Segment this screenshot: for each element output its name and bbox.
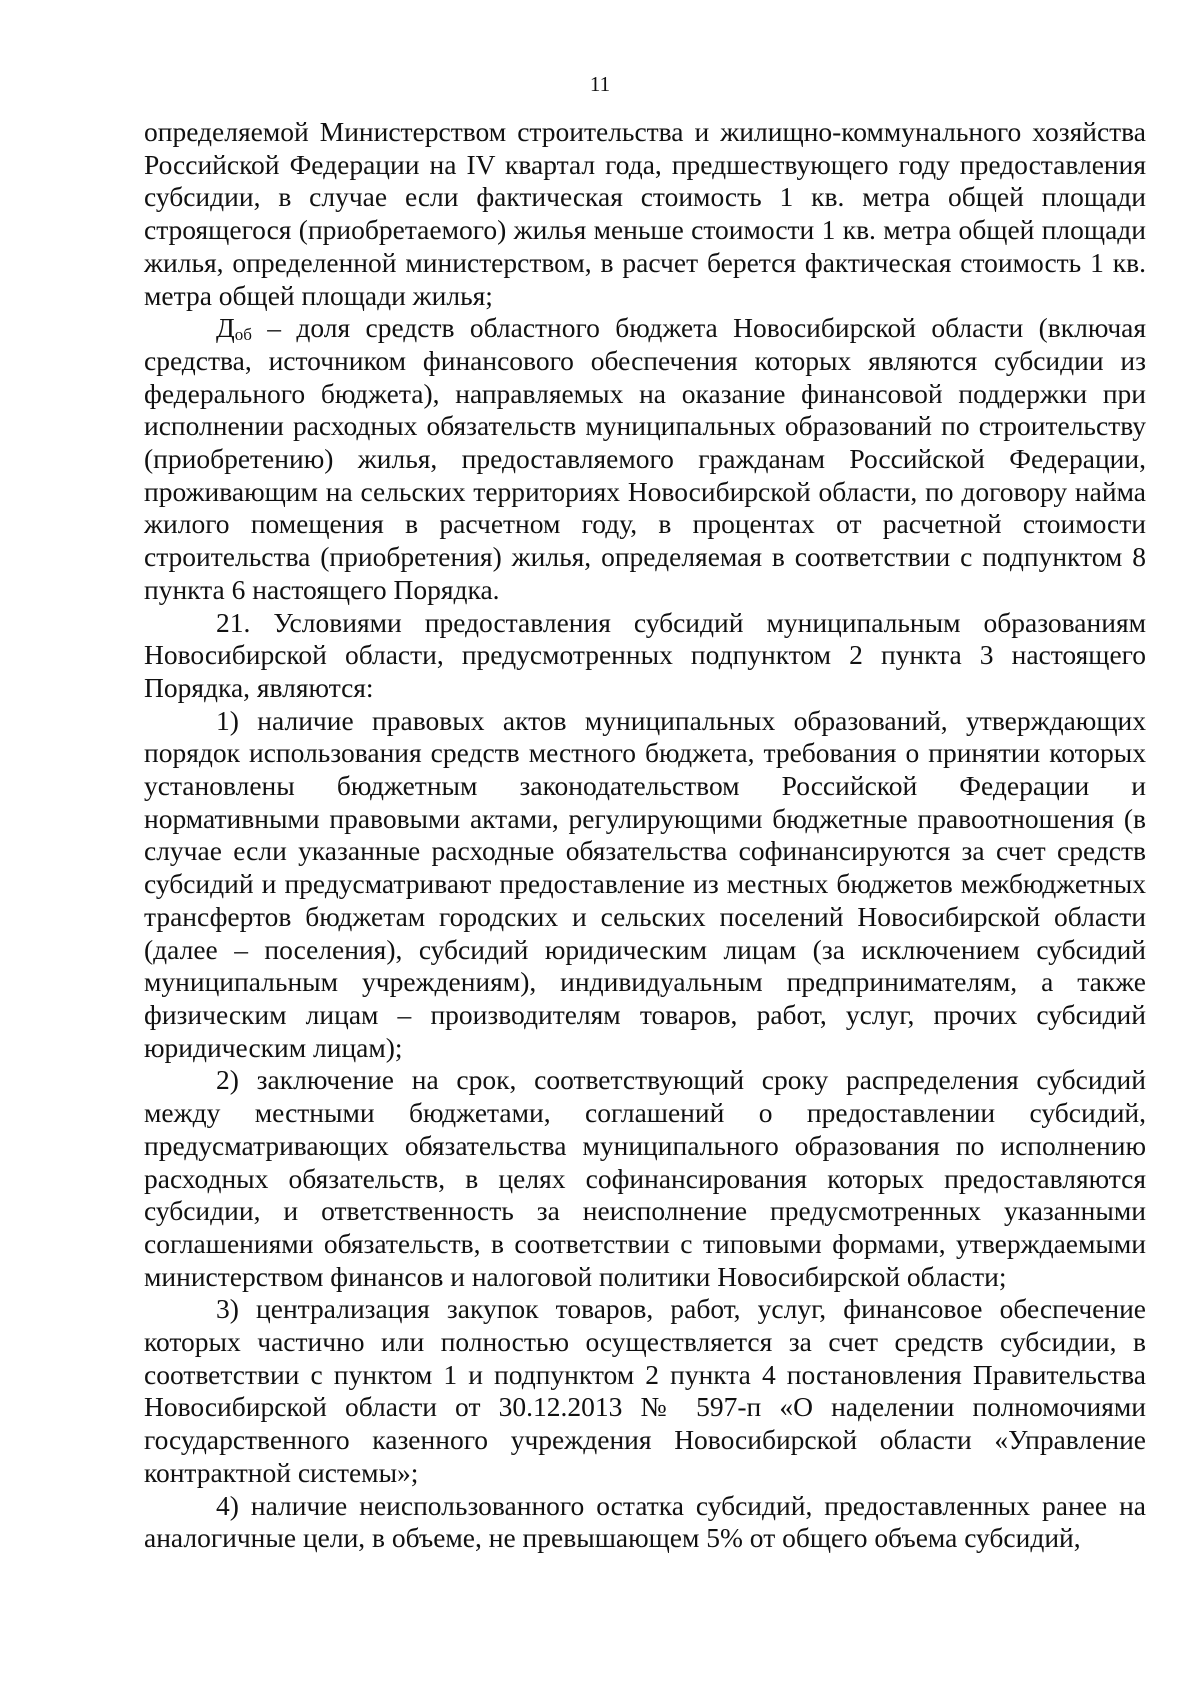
page-number: 11 — [589, 72, 611, 96]
paragraph-item-2: 2) заключение на срок, соответствующий сроку распределения субсидий между местными бюджетами, соглашений о предоставлении субсидий, предусматривающих обязательства муниципального образования по исполнению расходных обязательств, в целях софинансирования которых предоставляются субсидии, и ответственность за неисполнение предусмотренных указанными соглашениями обязательств, в соответствии с типовыми формами, утверждаемыми министерством финансов и налоговой политики Новосибирской области; — [144, 1064, 1146, 1292]
paragraph-formula-definition — [144, 312, 1146, 606]
paragraph-continuation: определяемой Министерством строительства и жилищно-коммунального хозяйства Российской Федерации на IV квартал года, предшествующего году предоставления субсидии, в случае если фактическая стоимость 1 кв. метра общей площади строящегося (приобретаемого) жилья меньше стоимости 1 кв. метра общей площади жилья, определенной министерством, в расчет берется фактическая стоимость 1 кв. метра общей площади жилья; — [144, 116, 1146, 311]
paragraph-item-1: 1) наличие правовых актов муниципальных образований, утверждающих порядок использования средств местного бюджета, требования о принятии которых установлены бюджетным законодательством Российской Федерации и нормативными правовыми актами, регулирующими бюджетные правоотношения (в случае если указанные расходные обязательства софинансируются за счет средств субсидий и предусматривают предоставление из местных бюджетов межбюджетных трансфертов бюджетам городских и сельских поселений Новосибирской области (далее – поселения), субсидий юридическим лицам (за исключением субсидий муниципальным учреждениям), индивидуальным предпринимателям, а также физическим лицам – производителям товаров, работ, услуг, прочих субсидий юридическим лицам); — [144, 704, 1146, 1063]
formula-symbol-subscript: об — [234, 325, 252, 345]
paragraph-item-4: 4) наличие неиспользованного остатка субсидий, предоставленных ранее на аналогичные цели, в объеме, не превышающем 5% от общего объема субсидий, — [144, 1489, 1146, 1554]
formula-definition-text: – доля средств областного бюджета Новосибирской области (включая средства, источником финансового обеспечения которых являются субсидии из федерального бюджета), направляемых на оказание финансовой поддержки при исполнении расходных обязательств муниципальных образований по строительству (приобретению) жилья, предоставляемого гражданам Российской Федерации, проживающим на сельских территориях Новосибирской области, по договору найма жилого помещения в расчетном году, в процентах от расчетной стоимости строительства (приобретения) жилья, определяемая в соответствии с подпунктом 8 пункта 6 настоящего Порядка. — [144, 312, 1146, 605]
paragraph-clause-21: 21. Условиями предоставления субсидий муниципальным образованиям Новосибирской области, предусмотренных подпунктом 2 пункта 3 настоящего Порядка, являются: — [144, 606, 1146, 703]
document-body — [144, 116, 1146, 1555]
paragraph-item-3: 3) централизация закупок товаров, работ, услуг, финансовое обеспечение которых частично или полностью осуществляется за счет средств субсидии, в соответствии с пунктом 1 и подпунктом 2 пункта 4 постановления Правительства Новосибирской области от 30.12.2013 № 597-п «О наделении полномочиями государственного казенного учреждения Новосибирской области «Управление контрактной системы»; — [144, 1293, 1146, 1488]
formula-symbol: Д — [216, 312, 235, 344]
